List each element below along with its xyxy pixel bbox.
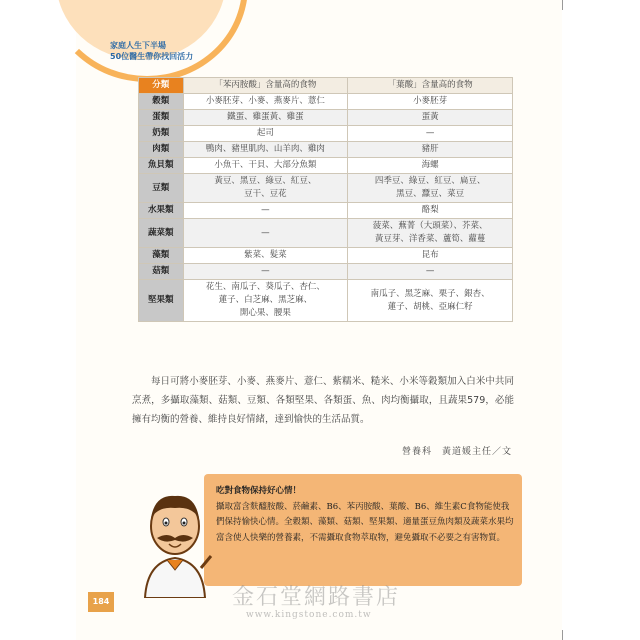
table-row: [139, 203, 513, 219]
page-number: 184: [88, 592, 114, 612]
header-phenylalanine: 「苯丙胺酸」含量高的食物: [183, 78, 348, 94]
tip-box: [204, 474, 522, 586]
folate-foods-cell: 酪梨: [348, 203, 513, 219]
table-row: [139, 264, 513, 280]
header-category: 分類: [139, 78, 184, 94]
table-header-row: [139, 78, 513, 94]
category-cell: 穀類: [139, 94, 184, 110]
folate-foods-cell: 南瓜子、黑芝麻、栗子、銀杏、 蓮子、胡桃、亞麻仁籽: [348, 280, 513, 322]
body-paragraph: [132, 372, 514, 429]
phenylalanine-foods-cell: —: [183, 219, 348, 248]
phenylalanine-foods-cell: 小麥胚芽、小麥、燕麥片、薏仁: [183, 94, 348, 110]
table-row: [139, 280, 513, 322]
table-row: [139, 248, 513, 264]
table-row: [139, 126, 513, 142]
phenylalanine-foods-cell: —: [183, 203, 348, 219]
folate-foods-cell: 四季豆、綠豆、紅豆、扁豆、 黑豆、蠶豆、菜豆: [348, 174, 513, 203]
table-row: [139, 142, 513, 158]
folate-foods-cell: 蛋黃: [348, 110, 513, 126]
phenylalanine-foods-cell: 起司: [183, 126, 348, 142]
category-cell: 堅果類: [139, 280, 184, 322]
crop-mark: [562, 0, 563, 10]
table-row: [139, 94, 513, 110]
phenylalanine-foods-cell: 紫菜、髮菜: [183, 248, 348, 264]
phenylalanine-foods-cell: 小魚干、干貝、大部分魚類: [183, 158, 348, 174]
category-cell: 蔬菜類: [139, 219, 184, 248]
series-title: [110, 40, 193, 62]
watermark-url: www.kingstone.com.tw: [246, 610, 372, 620]
food-table: [138, 77, 513, 322]
tip-heading: 吃對食物保持好心情！: [216, 486, 302, 496]
phenylalanine-foods-cell: —: [183, 264, 348, 280]
series-title-line1: 家庭人生下半場: [110, 41, 166, 50]
paragraph-text: 每日可將小麥胚芽、小麥、燕麥片、薏仁、紫糯米、糙米、小米等穀類加入白米中共同烹煮，多攝取藻類、菇類、豆類、各類堅果、各類蛋、魚、肉均衡攝取，且蔬果579，必能擁有均衡的營養、維持良好情緒，達到愉快的生活品質。: [132, 376, 514, 425]
category-cell: 菇類: [139, 264, 184, 280]
tip-note: [216, 484, 514, 546]
author-credit: 營養科 黃道媛主任／文: [401, 447, 512, 457]
phenylalanine-foods-cell: 花生、南瓜子、葵瓜子、杏仁、 蓮子、白芝麻、黑芝麻、 開心果、腰果: [183, 280, 348, 322]
phenylalanine-foods-cell: 鴨肉、豬里肌肉、山羊肉、雞肉: [183, 142, 348, 158]
folate-foods-cell: —: [348, 126, 513, 142]
phenylalanine-foods-cell: 鐵蛋、雞蛋黃、雞蛋: [183, 110, 348, 126]
table-row: [139, 219, 513, 248]
folate-foods-cell: 小麥胚芽: [348, 94, 513, 110]
table-row: [139, 110, 513, 126]
tip-body: 攝取富含麩醯胺酸、菸鹼素、B6、苯丙胺酸、葉酸、B6、維生素C食物能使我們保持愉快心情。全穀類、藻類、菇類、堅果類、適量蛋豆魚肉類及蔬菜水果均富含使人快樂的營養素，不需攝取食物萃取物，避免攝取不必要之有害物質。: [216, 501, 514, 543]
chef-illustration: [135, 488, 213, 598]
category-cell: 水果類: [139, 203, 184, 219]
header-folate: 「葉酸」含量高的食物: [348, 78, 513, 94]
folate-foods-cell: 昆布: [348, 248, 513, 264]
watermark-name: 金石堂網路書店: [232, 585, 401, 610]
folate-foods-cell: 豬肝: [348, 142, 513, 158]
folate-foods-cell: —: [348, 264, 513, 280]
crop-mark: [562, 630, 563, 640]
category-cell: 蛋類: [139, 110, 184, 126]
folate-foods-cell: 菠菜、蕪菁（大頭菜）、芥菜、 黃豆芽、洋香菜、蘆筍、蘿蔓: [348, 219, 513, 248]
category-cell: 魚貝類: [139, 158, 184, 174]
folate-foods-cell: 海螺: [348, 158, 513, 174]
phenylalanine-foods-cell: 黃豆、黑豆、綠豆、紅豆、 豆干、豆花: [183, 174, 348, 203]
category-cell: 肉類: [139, 142, 184, 158]
series-banner: [76, 0, 226, 75]
category-cell: 豆類: [139, 174, 184, 203]
table-row: [139, 174, 513, 203]
series-title-line2: 50位醫生帶你找回活力: [110, 52, 194, 61]
category-cell: 奶類: [139, 126, 184, 142]
table-row: [139, 158, 513, 174]
category-cell: 藻類: [139, 248, 184, 264]
